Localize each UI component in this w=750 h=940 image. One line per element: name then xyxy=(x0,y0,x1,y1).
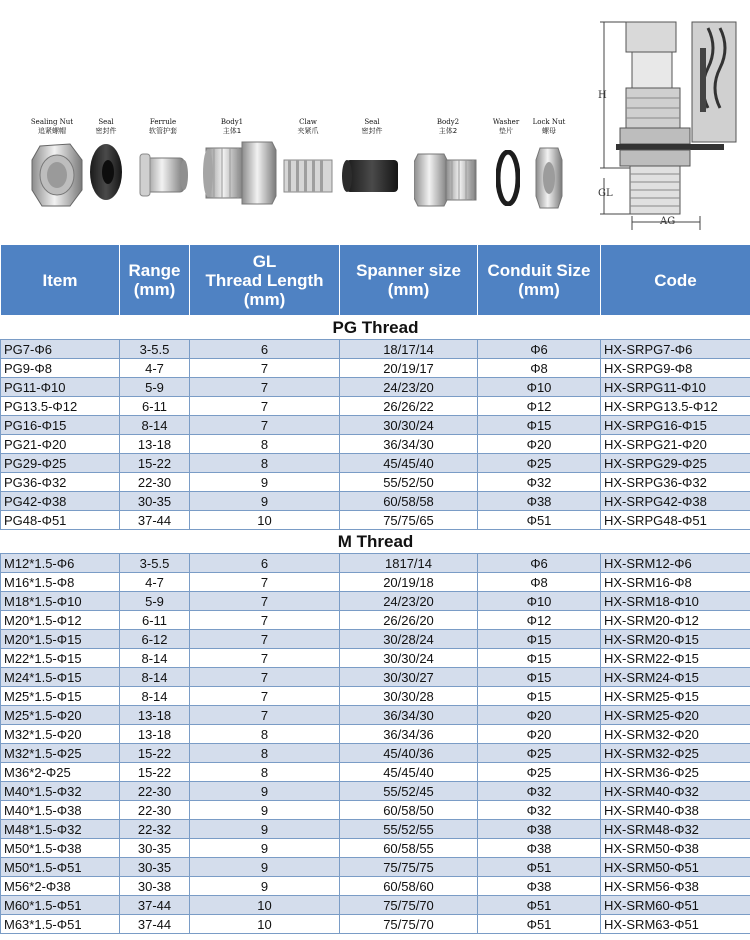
cell-thread-length: 7 xyxy=(190,611,340,630)
cell-conduit-size: Φ20 xyxy=(478,706,601,725)
table-row xyxy=(1,378,750,397)
cell-range: 8-14 xyxy=(120,687,190,706)
table-row xyxy=(1,649,750,668)
cell-thread-length: 7 xyxy=(190,706,340,725)
washer-image xyxy=(496,150,520,206)
table-row xyxy=(1,668,750,687)
cell-conduit-size: Φ51 xyxy=(478,858,601,877)
cell-conduit-size: Φ25 xyxy=(478,763,601,782)
cell-item: M18*1.5-Φ10 xyxy=(1,592,120,611)
cell-range: 30-35 xyxy=(120,858,190,877)
cell-conduit-size: Φ25 xyxy=(478,454,601,473)
section-header-row xyxy=(1,530,750,554)
cell-spanner-size: 75/75/70 xyxy=(340,896,478,915)
cell-thread-length: 9 xyxy=(190,473,340,492)
part-label-cn: 螺母 xyxy=(542,127,556,135)
cell-range: 4-7 xyxy=(120,359,190,378)
cell-range: 8-14 xyxy=(120,668,190,687)
cell-conduit-size: Φ38 xyxy=(478,839,601,858)
cell-spanner-size: 26/26/22 xyxy=(340,397,478,416)
cell-item: M60*1.5-Φ51 xyxy=(1,896,120,915)
header-text: Code xyxy=(654,270,697,290)
column-header-conduit-size xyxy=(478,245,601,316)
cell-range: 30-35 xyxy=(120,839,190,858)
cell-item: M25*1.5-Φ15 xyxy=(1,687,120,706)
column-header-code xyxy=(601,245,750,316)
part-label-body2 xyxy=(428,118,468,136)
cell-item: M20*1.5-Φ15 xyxy=(1,630,120,649)
part-label-ferrule xyxy=(138,118,188,136)
part-label-sealing-nut xyxy=(22,118,82,136)
table-row xyxy=(1,592,750,611)
part-label-claw xyxy=(288,118,328,136)
cell-spanner-size: 60/58/60 xyxy=(340,877,478,896)
cell-spanner-size: 55/52/50 xyxy=(340,473,478,492)
section-title: PG Thread xyxy=(1,316,750,340)
ferrule-image xyxy=(138,152,190,198)
cell-range: 15-22 xyxy=(120,454,190,473)
cell-thread-length: 9 xyxy=(190,858,340,877)
column-header-thread-length xyxy=(190,245,340,316)
cell-thread-length: 7 xyxy=(190,359,340,378)
part-label-seal xyxy=(86,118,126,136)
dimension-ag-label: AG xyxy=(660,216,676,227)
table-row xyxy=(1,397,750,416)
cell-spanner-size: 30/28/24 xyxy=(340,630,478,649)
cell-spanner-size: 60/58/50 xyxy=(340,801,478,820)
part-label-en: Body1 xyxy=(220,118,244,126)
cell-thread-length: 7 xyxy=(190,397,340,416)
part-label-washer xyxy=(488,118,524,136)
cell-conduit-size: Φ25 xyxy=(478,744,601,763)
cell-range: 15-22 xyxy=(120,744,190,763)
cell-conduit-size: Φ32 xyxy=(478,782,601,801)
cell-conduit-size: Φ6 xyxy=(478,340,601,359)
cell-item: PG21-Φ20 xyxy=(1,435,120,454)
cell-spanner-size: 55/52/45 xyxy=(340,782,478,801)
cell-spanner-size: 24/23/20 xyxy=(340,378,478,397)
cell-thread-length: 7 xyxy=(190,630,340,649)
header-text: Range (mm) xyxy=(128,261,181,299)
cell-item: M40*1.5-Φ32 xyxy=(1,782,120,801)
cell-conduit-size: Φ15 xyxy=(478,668,601,687)
cell-conduit-size: Φ8 xyxy=(478,359,601,378)
table-row xyxy=(1,801,750,820)
cell-spanner-size: 60/58/58 xyxy=(340,492,478,511)
cell-code: HX-SRM63-Φ51 xyxy=(601,915,750,934)
cell-range: 15-22 xyxy=(120,763,190,782)
header-text: GL Thread Length (mm) xyxy=(205,251,324,309)
cell-item: PG36-Φ32 xyxy=(1,473,120,492)
cell-thread-length: 7 xyxy=(190,573,340,592)
table-row xyxy=(1,435,750,454)
table-row xyxy=(1,858,750,877)
part-label-cn: 夹紧爪 xyxy=(297,127,319,135)
cell-item: PG48-Φ51 xyxy=(1,511,120,530)
table-body xyxy=(1,316,750,934)
cell-item: M48*1.5-Φ32 xyxy=(1,820,120,839)
header-text: Item xyxy=(42,270,78,290)
cell-thread-length: 9 xyxy=(190,820,340,839)
cell-range: 22-30 xyxy=(120,801,190,820)
cell-item: PG42-Φ38 xyxy=(1,492,120,511)
cell-thread-length: 7 xyxy=(190,649,340,668)
cell-code: HX-SRPG13.5-Φ12 xyxy=(601,397,750,416)
table-row xyxy=(1,687,750,706)
part-label-cn: 垫片 xyxy=(499,127,513,135)
cell-range: 22-30 xyxy=(120,473,190,492)
cell-thread-length: 8 xyxy=(190,763,340,782)
part-label-lock-nut xyxy=(528,118,570,136)
table-row xyxy=(1,473,750,492)
table-row xyxy=(1,839,750,858)
part-label-en: Seal xyxy=(98,118,114,126)
cell-spanner-size: 24/23/20 xyxy=(340,592,478,611)
cell-range: 22-30 xyxy=(120,782,190,801)
table-row xyxy=(1,896,750,915)
cell-code: HX-SRM20-Φ12 xyxy=(601,611,750,630)
cell-conduit-size: Φ32 xyxy=(478,473,601,492)
cell-thread-length: 7 xyxy=(190,592,340,611)
cell-range: 37-44 xyxy=(120,896,190,915)
table-row xyxy=(1,630,750,649)
cell-range: 30-38 xyxy=(120,877,190,896)
cell-conduit-size: Φ38 xyxy=(478,877,601,896)
cell-thread-length: 7 xyxy=(190,416,340,435)
part-label-cn: 密封件 xyxy=(361,127,383,135)
cell-code: HX-SRM40-Φ38 xyxy=(601,801,750,820)
cell-conduit-size: Φ38 xyxy=(478,820,601,839)
cell-thread-length: 9 xyxy=(190,801,340,820)
part-label-en: Seal xyxy=(364,118,380,126)
cell-conduit-size: Φ6 xyxy=(478,554,601,573)
cell-code: HX-SRM32-Φ20 xyxy=(601,725,750,744)
cell-thread-length: 8 xyxy=(190,454,340,473)
table-header-row xyxy=(1,245,750,316)
cell-spanner-size: 26/26/20 xyxy=(340,611,478,630)
cell-item: M25*1.5-Φ20 xyxy=(1,706,120,725)
cell-range: 8-14 xyxy=(120,416,190,435)
cell-spanner-size: 1817/14 xyxy=(340,554,478,573)
cell-code: HX-SRPG11-Φ10 xyxy=(601,378,750,397)
cell-thread-length: 9 xyxy=(190,877,340,896)
cell-item: M20*1.5-Φ12 xyxy=(1,611,120,630)
cell-thread-length: 6 xyxy=(190,340,340,359)
cell-conduit-size: Φ12 xyxy=(478,397,601,416)
cell-code: HX-SRM16-Φ8 xyxy=(601,573,750,592)
cell-spanner-size: 20/19/18 xyxy=(340,573,478,592)
lock-nut-image xyxy=(534,146,564,210)
cell-item: PG11-Φ10 xyxy=(1,378,120,397)
cell-item: M22*1.5-Φ15 xyxy=(1,649,120,668)
cell-spanner-size: 30/30/24 xyxy=(340,649,478,668)
cell-conduit-size: Φ8 xyxy=(478,573,601,592)
cell-conduit-size: Φ51 xyxy=(478,896,601,915)
cell-code: HX-SRM20-Φ15 xyxy=(601,630,750,649)
cell-code: HX-SRM18-Φ10 xyxy=(601,592,750,611)
cell-range: 6-12 xyxy=(120,630,190,649)
cell-range: 13-18 xyxy=(120,725,190,744)
cell-spanner-size: 55/52/55 xyxy=(340,820,478,839)
dimension-h-label: H xyxy=(598,90,607,101)
table-row xyxy=(1,915,750,934)
cell-thread-length: 10 xyxy=(190,511,340,530)
specification-table xyxy=(0,244,750,934)
cell-thread-length: 8 xyxy=(190,744,340,763)
table-row xyxy=(1,820,750,839)
header-text: Conduit Size (mm) xyxy=(487,261,591,299)
cell-item: PG29-Φ25 xyxy=(1,454,120,473)
table-row xyxy=(1,573,750,592)
body2-image xyxy=(414,150,480,210)
table-row xyxy=(1,877,750,896)
table-row xyxy=(1,416,750,435)
table-row xyxy=(1,554,750,573)
part-label-cn: 主体1 xyxy=(222,127,242,135)
cell-item: PG16-Φ15 xyxy=(1,416,120,435)
cell-range: 5-9 xyxy=(120,378,190,397)
cell-item: M50*1.5-Φ38 xyxy=(1,839,120,858)
cell-code: HX-SRM12-Φ6 xyxy=(601,554,750,573)
cell-item: M63*1.5-Φ51 xyxy=(1,915,120,934)
cell-code: HX-SRM50-Φ51 xyxy=(601,858,750,877)
table-row xyxy=(1,511,750,530)
cell-code: HX-SRM32-Φ25 xyxy=(601,744,750,763)
cell-spanner-size: 30/30/27 xyxy=(340,668,478,687)
cell-code: HX-SRPG7-Φ6 xyxy=(601,340,750,359)
cell-item: M56*2-Φ38 xyxy=(1,877,120,896)
cell-thread-length: 10 xyxy=(190,896,340,915)
part-label-en: Sealing Nut xyxy=(30,118,74,126)
cell-range: 8-14 xyxy=(120,649,190,668)
cell-range: 3-5.5 xyxy=(120,554,190,573)
cell-spanner-size: 45/45/40 xyxy=(340,454,478,473)
cell-range: 6-11 xyxy=(120,397,190,416)
part-label-en: Claw xyxy=(299,118,317,126)
part-label-body1 xyxy=(210,118,254,136)
cell-item: M16*1.5-Φ8 xyxy=(1,573,120,592)
table-row xyxy=(1,454,750,473)
cell-spanner-size: 60/58/55 xyxy=(340,839,478,858)
cell-code: HX-SRPG9-Φ8 xyxy=(601,359,750,378)
cell-conduit-size: Φ15 xyxy=(478,630,601,649)
cell-code: HX-SRM24-Φ15 xyxy=(601,668,750,687)
cell-code: HX-SRM22-Φ15 xyxy=(601,649,750,668)
table-row xyxy=(1,492,750,511)
cell-conduit-size: Φ12 xyxy=(478,611,601,630)
cell-spanner-size: 75/75/65 xyxy=(340,511,478,530)
cell-thread-length: 9 xyxy=(190,782,340,801)
cell-thread-length: 8 xyxy=(190,725,340,744)
cell-code: HX-SRM50-Φ38 xyxy=(601,839,750,858)
cell-code: HX-SRM36-Φ25 xyxy=(601,763,750,782)
cell-item: M36*2-Φ25 xyxy=(1,763,120,782)
part-label-seal-2 xyxy=(352,118,392,136)
cell-item: M32*1.5-Φ25 xyxy=(1,744,120,763)
cell-spanner-size: 30/30/24 xyxy=(340,416,478,435)
claw-image xyxy=(282,156,334,196)
cell-range: 5-9 xyxy=(120,592,190,611)
seal-2-image xyxy=(340,156,402,196)
cell-spanner-size: 75/75/75 xyxy=(340,858,478,877)
cell-spanner-size: 45/40/36 xyxy=(340,744,478,763)
cell-item: M50*1.5-Φ51 xyxy=(1,858,120,877)
product-parts-illustration xyxy=(0,0,750,244)
cell-conduit-size: Φ51 xyxy=(478,915,601,934)
cell-conduit-size: Φ20 xyxy=(478,435,601,454)
section-title: M Thread xyxy=(1,530,750,554)
cell-thread-length: 10 xyxy=(190,915,340,934)
cell-spanner-size: 18/17/14 xyxy=(340,340,478,359)
cell-thread-length: 7 xyxy=(190,687,340,706)
cell-item: PG7-Φ6 xyxy=(1,340,120,359)
cell-spanner-size: 75/75/70 xyxy=(340,915,478,934)
section-header-row xyxy=(1,316,750,340)
table-row xyxy=(1,359,750,378)
table-row xyxy=(1,706,750,725)
cell-item: PG13.5-Φ12 xyxy=(1,397,120,416)
seal-image xyxy=(88,140,124,204)
cell-spanner-size: 30/30/28 xyxy=(340,687,478,706)
cell-code: HX-SRPG21-Φ20 xyxy=(601,435,750,454)
cell-thread-length: 7 xyxy=(190,378,340,397)
column-header-item xyxy=(1,245,120,316)
cell-code: HX-SRPG29-Φ25 xyxy=(601,454,750,473)
cell-conduit-size: Φ51 xyxy=(478,511,601,530)
cell-spanner-size: 36/34/36 xyxy=(340,725,478,744)
cell-code: HX-SRM48-Φ32 xyxy=(601,820,750,839)
table-row xyxy=(1,744,750,763)
cell-thread-length: 9 xyxy=(190,492,340,511)
cell-conduit-size: Φ10 xyxy=(478,592,601,611)
cell-range: 22-32 xyxy=(120,820,190,839)
cell-range: 13-18 xyxy=(120,706,190,725)
part-label-en: Lock Nut xyxy=(532,118,566,126)
sealing-nut-image xyxy=(30,140,86,210)
cell-item: PG9-Φ8 xyxy=(1,359,120,378)
cell-range: 6-11 xyxy=(120,611,190,630)
part-label-cn: 主体2 xyxy=(438,127,458,135)
cell-range: 30-35 xyxy=(120,492,190,511)
cell-thread-length: 9 xyxy=(190,839,340,858)
part-label-en: Washer xyxy=(492,118,520,126)
body1-image xyxy=(202,140,278,206)
header-text: Spanner size (mm) xyxy=(356,261,461,299)
dimension-drawing xyxy=(596,18,748,240)
cell-conduit-size: Φ38 xyxy=(478,492,601,511)
cell-spanner-size: 36/34/30 xyxy=(340,706,478,725)
table-row xyxy=(1,763,750,782)
cell-code: HX-SRM40-Φ32 xyxy=(601,782,750,801)
cell-spanner-size: 36/34/30 xyxy=(340,435,478,454)
cell-code: HX-SRPG36-Φ32 xyxy=(601,473,750,492)
cell-range: 37-44 xyxy=(120,511,190,530)
cell-code: HX-SRPG16-Φ15 xyxy=(601,416,750,435)
cell-code: HX-SRM25-Φ20 xyxy=(601,706,750,725)
column-header-range xyxy=(120,245,190,316)
part-label-cn: 追紧螺帽 xyxy=(38,127,66,135)
cell-thread-length: 7 xyxy=(190,668,340,687)
cell-item: M40*1.5-Φ38 xyxy=(1,801,120,820)
table-row xyxy=(1,611,750,630)
dimension-gl-label: GL xyxy=(598,188,613,199)
cell-thread-length: 6 xyxy=(190,554,340,573)
cell-conduit-size: Φ20 xyxy=(478,725,601,744)
cell-range: 37-44 xyxy=(120,915,190,934)
part-label-en: Ferrule xyxy=(149,118,177,126)
table-row xyxy=(1,782,750,801)
cell-code: HX-SRPG42-Φ38 xyxy=(601,492,750,511)
cell-conduit-size: Φ32 xyxy=(478,801,601,820)
cell-item: M24*1.5-Φ15 xyxy=(1,668,120,687)
part-label-en: Body2 xyxy=(436,118,460,126)
cell-spanner-size: 45/45/40 xyxy=(340,763,478,782)
cell-conduit-size: Φ10 xyxy=(478,378,601,397)
part-label-cn: 软管护套 xyxy=(149,127,177,135)
cell-code: HX-SRM25-Φ15 xyxy=(601,687,750,706)
cell-conduit-size: Φ15 xyxy=(478,687,601,706)
cell-range: 3-5.5 xyxy=(120,340,190,359)
cell-code: HX-SRM56-Φ38 xyxy=(601,877,750,896)
table-row xyxy=(1,340,750,359)
cell-spanner-size: 20/19/17 xyxy=(340,359,478,378)
part-label-cn: 密封件 xyxy=(95,127,117,135)
cell-range: 4-7 xyxy=(120,573,190,592)
cell-thread-length: 8 xyxy=(190,435,340,454)
cell-conduit-size: Φ15 xyxy=(478,649,601,668)
column-header-spanner-size xyxy=(340,245,478,316)
cell-conduit-size: Φ15 xyxy=(478,416,601,435)
cell-item: M32*1.5-Φ20 xyxy=(1,725,120,744)
cell-item: M12*1.5-Φ6 xyxy=(1,554,120,573)
cell-code: HX-SRPG48-Φ51 xyxy=(601,511,750,530)
cell-code: HX-SRM60-Φ51 xyxy=(601,896,750,915)
cell-range: 13-18 xyxy=(120,435,190,454)
table-row xyxy=(1,725,750,744)
